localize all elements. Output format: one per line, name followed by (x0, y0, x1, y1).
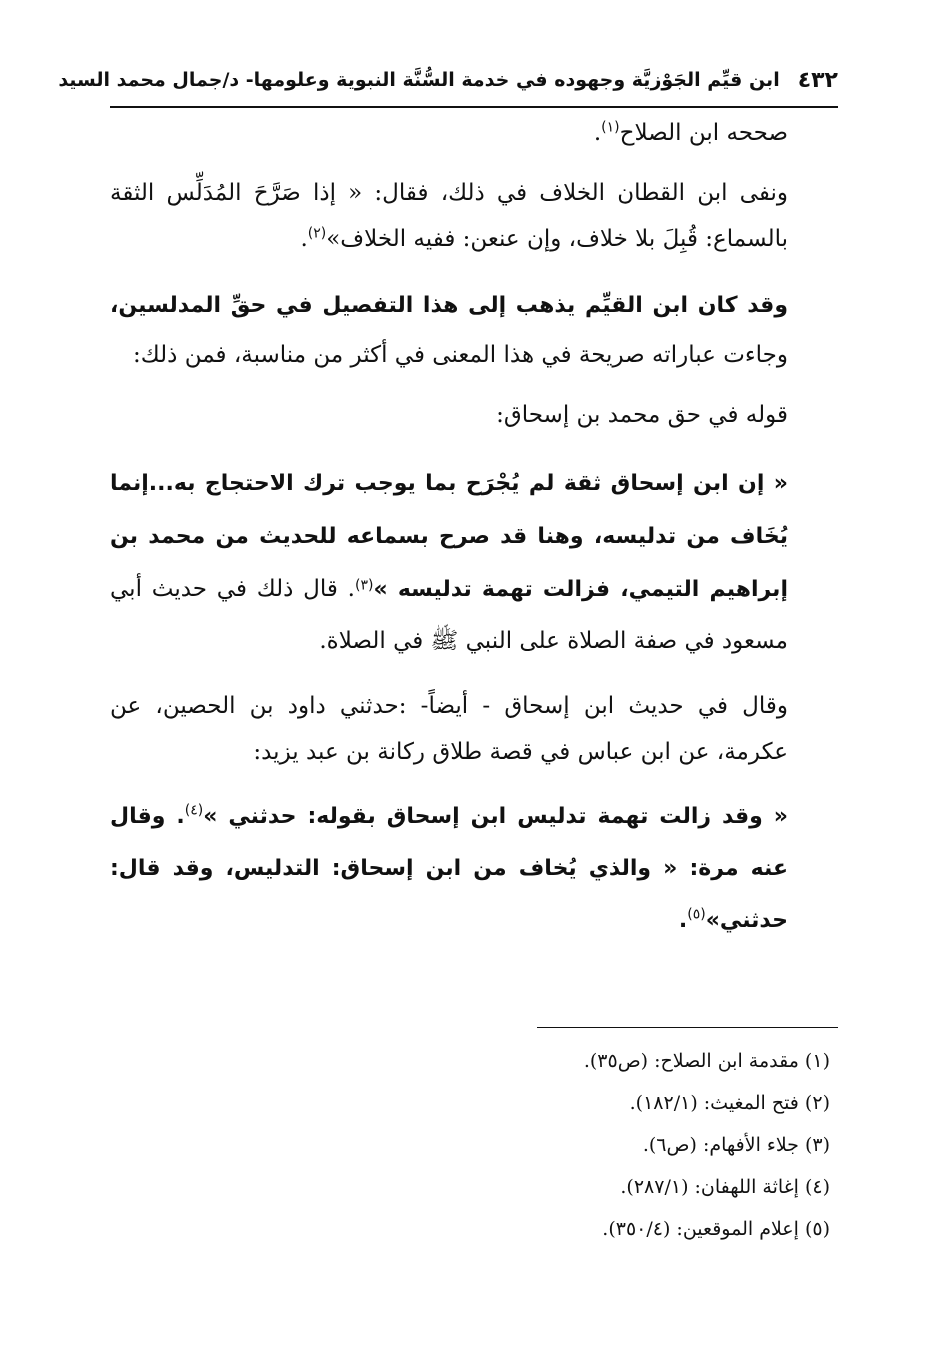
running-title: ابن قيِّم الجَوْزيَّة وجهوده في خدمة السُّنَّة النبوية وعلومها- د/جمال محمد السيد (58, 69, 780, 91)
running-header (58, 60, 838, 100)
footnote-4: (٤) إغاثة اللهفان: (٢٨٧/١). (620, 1176, 830, 1198)
paragraph-3 (110, 280, 838, 378)
paragraph-5 (110, 458, 838, 669)
footnote-ref-4: (٤) (184, 802, 204, 819)
footnote-separator (537, 1027, 838, 1028)
page-number: ٤٣٢ (797, 67, 838, 93)
footnote-ref-2: (٢) (307, 225, 327, 242)
paragraph-3-bold: وقد كان ابن القيِّم يذهب إلى هذا التفصيل في حقِّ المدلسين، (110, 293, 788, 318)
paragraph-5-normal: . قال ذلك في حديث أبي مسعود في صفة الصلاة على النبي ﷺ في الصلاة. (110, 576, 788, 654)
paragraph-6: وقال في حديث ابن إسحاق - أيضاً- :حدثني داود بن الحصين، عن عكرمة، عن ابن عباس في قصة طلاق ركانة بن عبد يزيد: (110, 693, 788, 765)
footnote-3: (٣) جلاء الأفهام: (ص٦). (642, 1134, 830, 1156)
footnote-2: (٢) فتح المغيث: (١٨٢/١). (629, 1092, 830, 1114)
paragraph-3-normal: وجاءت عباراته صريحة في هذا المعنى في أكثر من مناسبة، فمن ذلك: (133, 342, 788, 368)
footnote-ref-1: (١) (601, 119, 620, 136)
page-content (58, 60, 838, 947)
footnote-5: (٥) إعلام الموقعين: (٣٥٠/٤). (602, 1218, 830, 1240)
footnote-ref-5: (٥) (687, 906, 706, 923)
quote-ibn-ishaq: « إن ابن إسحاق ثقة لم يُجْرَح بما يوجب ترك الاحتجاج به...إنما يُخَاف من تدليسه، وهنا قد صرح بسماعه للحديث من محمد بن إبراهيم التيمي، فزالت تهمة تدليسه » (110, 471, 788, 602)
footnotes (110, 1040, 838, 1250)
paragraph-1: صححه ابن الصلاح$^{(١)}$. (593, 119, 788, 146)
footnote-ref-3: (٣) (355, 577, 374, 594)
paragraph-2: ونفى ابن القطان الخلاف في ذلك، فقال: « إذا صَرَّحَ المُدَلِّس الثقة بالسماع: قُبِلَ بلا خلاف، وإن عنعن: ففيه الخلاف»$^{(٢)}$. (110, 180, 788, 252)
paragraph-7: « وقد زالت تهمة تدليس ابن إسحاق بقوله: حدثني »$^{(٤)}$. وقال عنه مرة: « والذي يُخاف من ابن إسحاق: التدليس، وقد قال: حدثني»$^{(٥)}$. (110, 802, 788, 933)
footnote-1: (١) مقدمة ابن الصلاح: (ص٣٥). (583, 1050, 830, 1072)
paragraph-4: قوله في حق محمد بن إسحاق: (496, 402, 788, 428)
header-rule (110, 106, 838, 108)
